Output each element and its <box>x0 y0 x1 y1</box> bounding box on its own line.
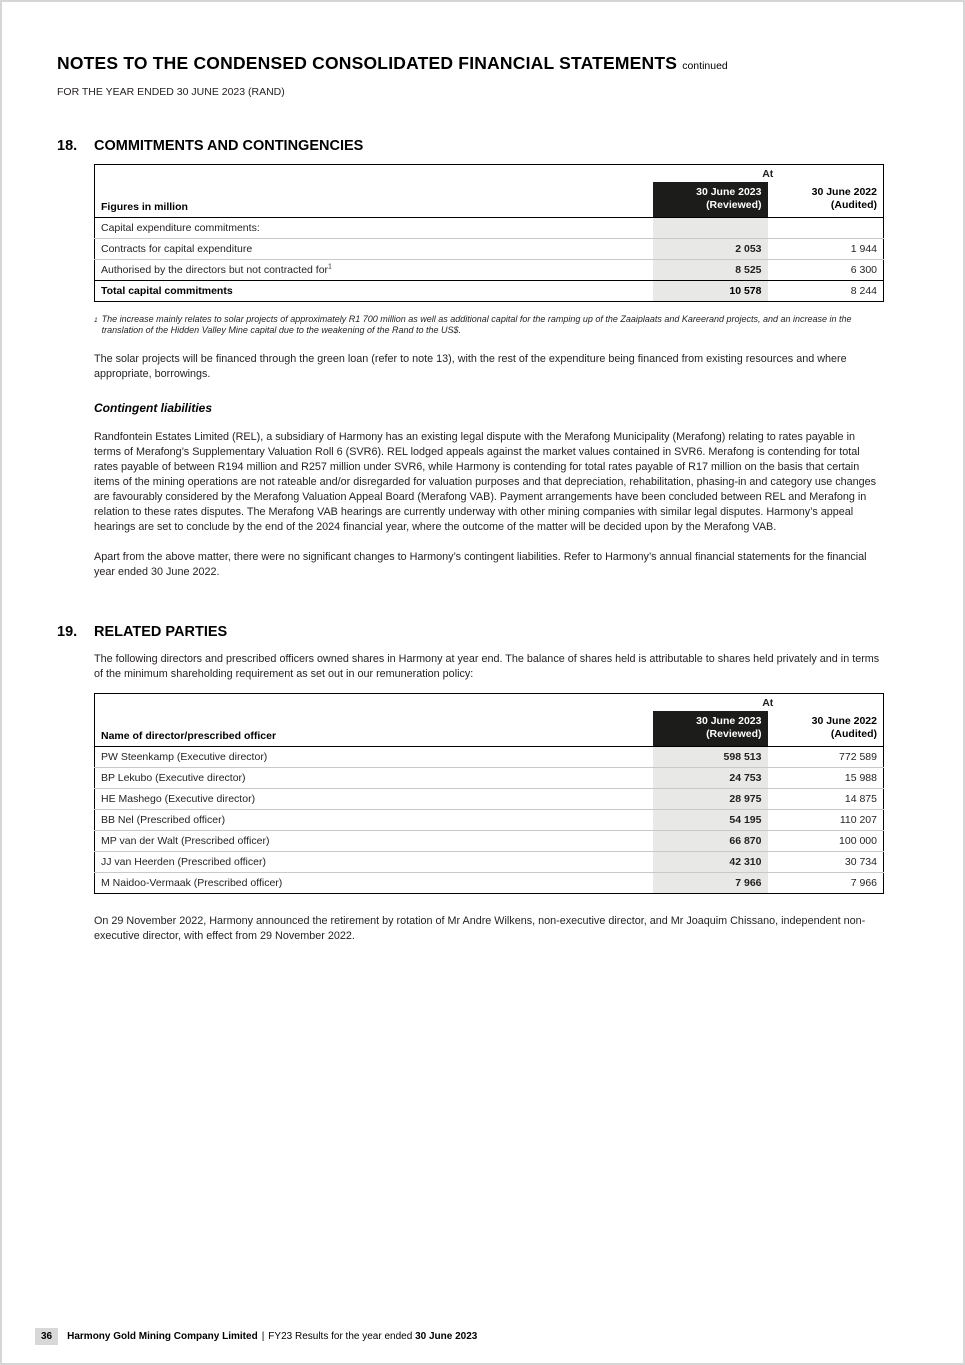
total-value-2023: 10 578 <box>653 280 768 301</box>
row-label: JJ van Heerden (Prescribed officer) <box>95 851 653 872</box>
column-header-row <box>95 711 884 747</box>
section-18-heading <box>57 138 881 154</box>
table-total-row <box>95 280 884 301</box>
value-2022: 30 734 <box>768 851 884 872</box>
column-header-2023-status: (Reviewed) <box>706 199 762 212</box>
value-2023: 24 753 <box>653 767 768 788</box>
paragraph-no-significant-changes: Apart from the above matter, there were no significant changes to Harmony’s contingent liabilities. Refer to Harmony’s annual financial statements for the financial year ended 30 June 2022. <box>94 550 867 578</box>
column-header-2023 <box>653 182 768 218</box>
table-row <box>95 851 884 872</box>
row-label: BP Lekubo (Executive director) <box>95 767 653 788</box>
section-19-heading <box>57 624 881 640</box>
value-2022: 6 300 <box>768 259 884 280</box>
value-2022 <box>768 217 884 238</box>
footer-company-name: Harmony Gold Mining Company Limited <box>67 1331 258 1342</box>
footer-separator: | <box>261 1331 265 1342</box>
value-2023: 2 053 <box>653 238 768 259</box>
value-2022: 110 207 <box>768 809 884 830</box>
related-parties-table <box>94 693 884 894</box>
row-label: HE Mashego (Executive director) <box>95 788 653 809</box>
table-row <box>95 809 884 830</box>
column-header-2022-date: 30 June 2022 <box>811 714 877 727</box>
total-value-2022: 8 244 <box>768 280 884 301</box>
column-header-2022 <box>768 711 884 747</box>
contingent-liabilities-heading: Contingent liabilities <box>94 400 213 415</box>
section-18-title: COMMITMENTS AND CONTINGENCIES <box>94 137 364 154</box>
value-2022: 14 875 <box>768 788 884 809</box>
paragraph-related-parties-intro: The following directors and prescribed officers owned shares in Harmony at year end. The balance of shares held is attributable to shares held privately and in terms of the minimum shareholding requirement as set out in our remuneration policy: <box>94 652 880 680</box>
table-row <box>95 259 884 280</box>
footnote-1 <box>94 314 883 337</box>
section-19-number: 19. <box>57 623 78 640</box>
column-header-2022-date: 30 June 2022 <box>811 185 877 198</box>
at-spacer-cell <box>95 164 653 182</box>
row-label: PW Steenkamp (Executive director) <box>101 750 268 763</box>
page-title-continued: continued <box>682 60 728 72</box>
row-label: Capital expenditure commitments: <box>101 221 260 234</box>
table-row <box>95 767 884 788</box>
value-2023: 7 966 <box>653 872 768 893</box>
column-header-label: Name of director/prescribed officer <box>95 711 653 747</box>
row-label-text: Authorised by the directors but not contracted for <box>101 263 329 276</box>
table-row <box>95 872 884 893</box>
footnote-text: The increase mainly relates to solar projects of approximately R1 700 million as well as additional capital for the ramping up of the Zaaiplaats and Kareerand projects, and an increase in the translation of the Hidden Valley Mine capital due to the weakening of the Rand to the US$. <box>101 313 852 336</box>
value-2022: 100 000 <box>768 830 884 851</box>
row-label <box>95 259 653 280</box>
column-header-2022 <box>768 182 884 218</box>
value-2022: 15 988 <box>768 767 884 788</box>
table-row <box>95 746 884 767</box>
table-row <box>95 217 884 238</box>
at-label: At <box>762 696 774 709</box>
column-header-2022-status: (Audited) <box>830 728 877 741</box>
paragraph-retirement: On 29 November 2022, Harmony announced the retirement by rotation of Mr Andre Wilkens, non-executive director, and Mr Joaquim Chissano, independent non-executive director, with effect from 29 November 2022. <box>94 914 866 942</box>
at-header-row <box>95 164 884 182</box>
page-footer <box>35 1328 477 1345</box>
footnote-reference: 1 <box>328 263 332 271</box>
column-header-label: Figures in million <box>95 182 653 218</box>
section-19-title: RELATED PARTIES <box>94 623 228 640</box>
at-label: At <box>762 167 774 180</box>
value-2023: 54 195 <box>653 809 768 830</box>
column-header-2022-status: (Audited) <box>830 199 877 212</box>
column-header-2023-date: 30 June 2023 <box>696 714 762 727</box>
value-2023: 28 975 <box>653 788 768 809</box>
value-2023: 66 870 <box>653 830 768 851</box>
value-2022: 772 589 <box>839 750 877 763</box>
at-header-row <box>95 693 884 711</box>
footer-results-text: FY23 Results for the year ended <box>268 1331 413 1342</box>
at-spacer-cell <box>95 693 653 711</box>
row-label: Contracts for capital expenditure <box>95 238 653 259</box>
footnote-marker: 1 <box>94 316 98 324</box>
page-number: 36 <box>35 1328 58 1345</box>
column-header-2023-date: 30 June 2023 <box>696 185 762 198</box>
table-row <box>95 830 884 851</box>
value-2022: 7 966 <box>768 872 884 893</box>
page-title-text: NOTES TO THE CONDENSED CONSOLIDATED FINANCIAL STATEMENTS <box>57 53 678 73</box>
page-title <box>57 53 881 74</box>
value-2023 <box>653 217 768 238</box>
table-row <box>95 788 884 809</box>
total-row-label: Total capital commitments <box>95 280 653 301</box>
row-label: MP van der Walt (Prescribed officer) <box>95 830 653 851</box>
column-header-row <box>95 182 884 218</box>
row-label: M Naidoo-Vermaak (Prescribed officer) <box>95 872 653 893</box>
value-2023: 8 525 <box>653 259 768 280</box>
commitments-table <box>94 164 884 302</box>
paragraph-solar-projects: The solar projects will be financed through the green loan (refer to note 13), with the rest of the expenditure being financed from existing resources and where appropriate, borrowings. <box>94 352 847 380</box>
table-row <box>95 238 884 259</box>
row-label: BB Nel (Prescribed officer) <box>95 809 653 830</box>
section-18-number: 18. <box>57 137 78 154</box>
value-2023: 598 513 <box>653 746 768 767</box>
value-2022: 1 944 <box>768 238 884 259</box>
footer-date: 30 June 2023 <box>415 1331 478 1342</box>
column-header-2023 <box>653 711 768 747</box>
paragraph-rel-dispute: Randfontein Estates Limited (REL), a subsidiary of Harmony has an existing legal dispute with the Merafong Municipality (Merafong) relating to rates payable in terms of Merafong’s Supplementary Valuation Roll 6 (SVR6). REL lodged appeals against the market values contained in SVR6. Merafong is contending for total rates payable of between R194 million and R257 million under SVR6, while Harmony is contending for total rates payable of R17 million on the basis that certain items of the mining operations are not rateable and/or disregarded for valuation purposes and that depreciation, rehabilitation, phasing-in and category use changes are favourably considered by the Merafong Valuation Appeal Board (Merafong VAB). Payment arrangements have been concluded between REL and Merafong in relation to these rates disputes. The Merafong VAB hearings are currently underway with other mining companies with similar legal disputes. Harmony’s appeal hearings are set to conclude by the end of the 2024 financial year, where the outcome of the matter will be decided upon by the Merafong VAB. <box>94 430 877 533</box>
column-header-2023-status: (Reviewed) <box>706 728 762 741</box>
page-subtitle: FOR THE YEAR ENDED 30 JUNE 2023 (RAND) <box>57 85 285 98</box>
value-2023: 42 310 <box>653 851 768 872</box>
